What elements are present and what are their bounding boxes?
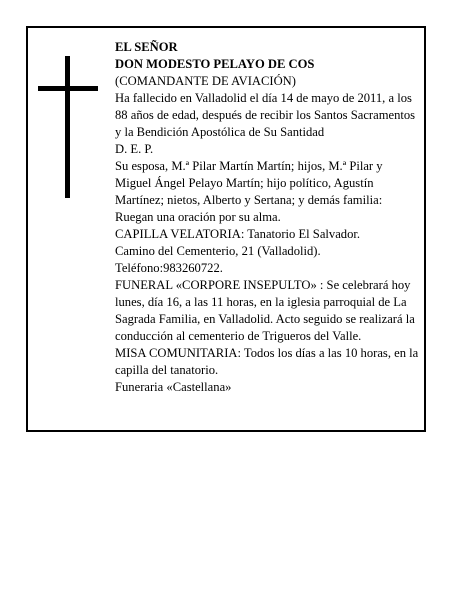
obituary-notice xyxy=(26,26,426,432)
prayer-request: Ruegan una oración por su alma. xyxy=(115,210,281,224)
heading-title: EL SEÑOR xyxy=(115,40,178,54)
death-notice: Ha fallecido en Valladolid el día 14 de mayo de 2011, a los 88 años de edad, después de recibir los Santos Sacramentos y la Bendición Apostólica de Su Santidad xyxy=(115,91,416,139)
chapel-title: CAPILLA VELATORIA: Tanatorio El Salvador. xyxy=(115,227,361,241)
funeral-details: FUNERAL «CORPORE INSEPULTO» : Se celebrará hoy lunes, día 16, a las 11 horas, en la iglesia parroquial de La Sagrada Familia, en Valladolid. Acto seguido se realizará la conducción al cementerio de Trigueros del Valle. xyxy=(115,278,415,343)
deceased-name: DON MODESTO PELAYO DE COS xyxy=(115,57,315,71)
mass-details: MISA COMUNITARIA: Todos los días a las 10 horas, en la capilla del tanatorio. xyxy=(115,346,419,377)
rip-line: D. E. P. xyxy=(115,142,154,156)
cross-vertical-bar xyxy=(65,56,70,198)
cross-horizontal-bar xyxy=(38,86,98,91)
family-list: Su esposa, M.ª Pilar Martín Martín; hijos, M.ª Pilar y Miguel Ángel Pelayo Martín; hijo político, Agustín Martínez; nietos, Alberto y Sertana; y demás familia: xyxy=(115,159,383,207)
deceased-rank: (COMANDANTE DE AVIACIÓN) xyxy=(115,74,296,88)
chapel-phone: Teléfono:983260722. xyxy=(115,261,223,275)
cross-icon xyxy=(38,56,98,198)
chapel-address: Camino del Cementerio, 21 (Valladolid). xyxy=(115,244,321,258)
obituary-text xyxy=(115,39,419,396)
funeral-home: Funeraria «Castellana» xyxy=(115,380,232,394)
